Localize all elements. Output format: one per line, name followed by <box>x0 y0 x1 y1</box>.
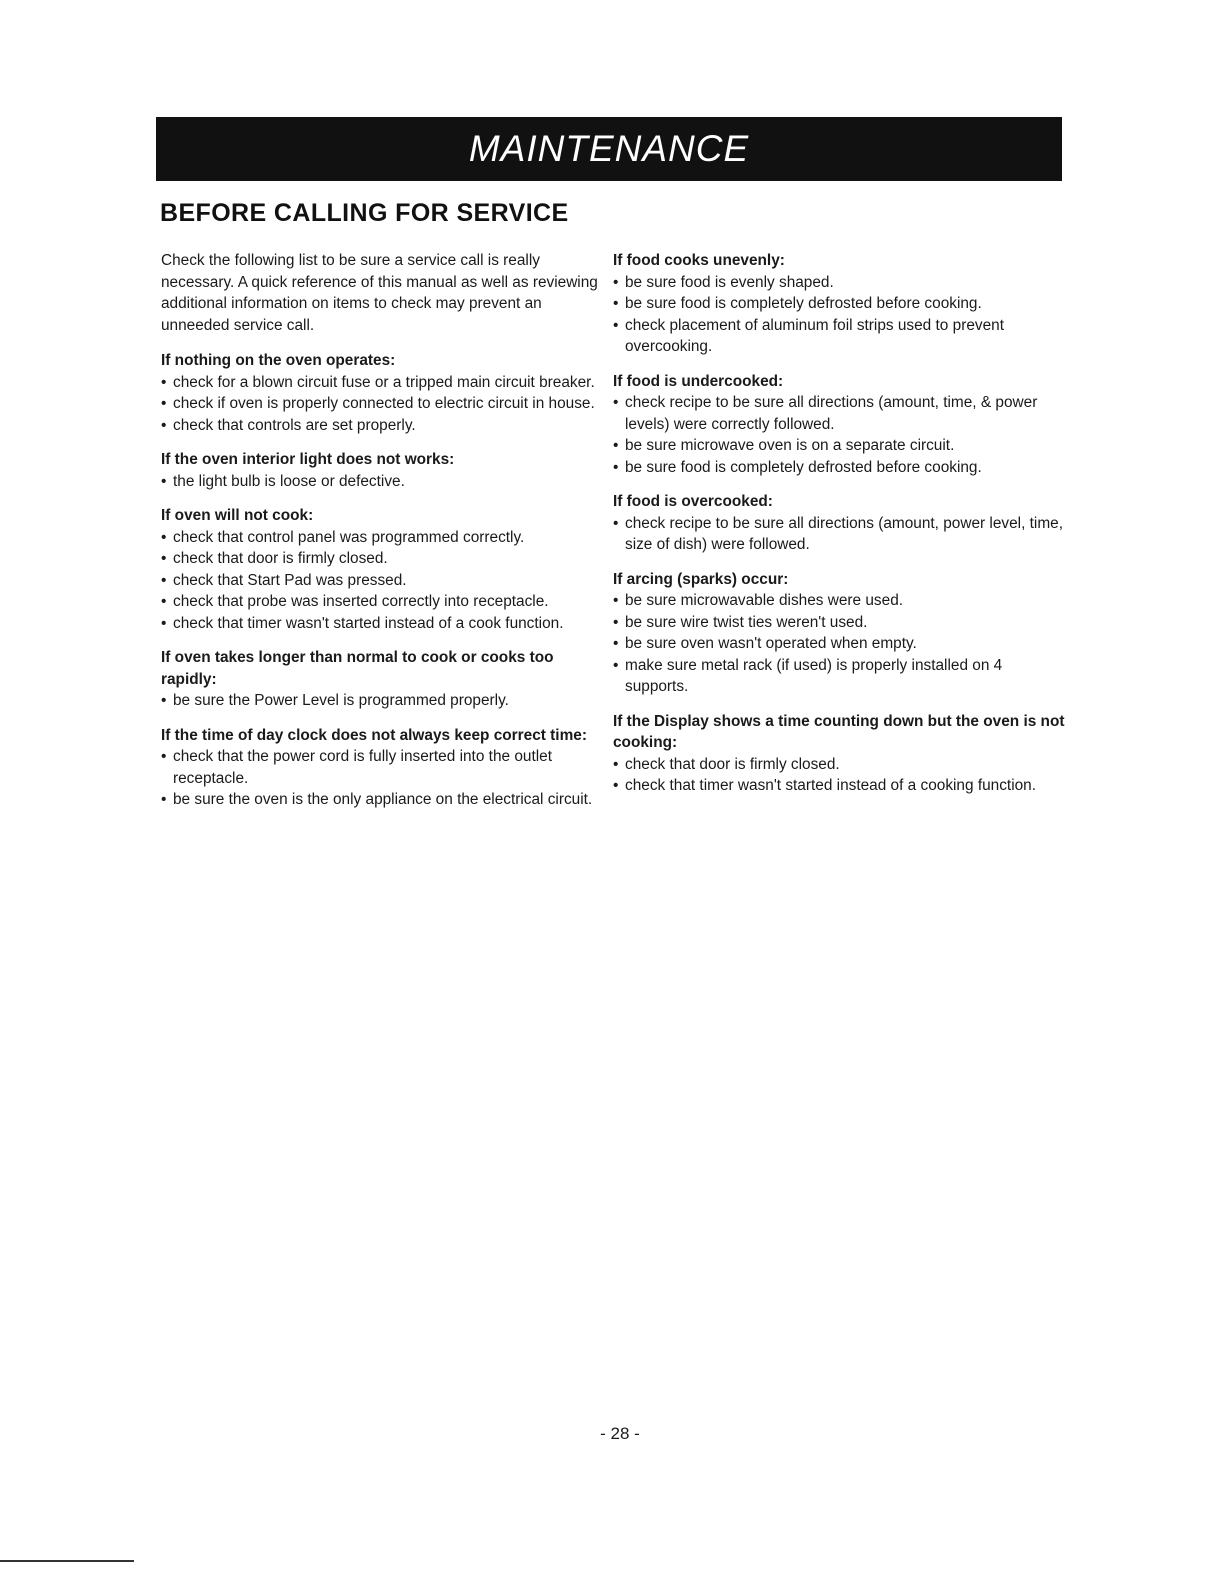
intro-paragraph: Check the following list to be sure a service call is really necessary. A quick reference of this manual as well as reviewing additional information on items to check may prevent an unneeded service call. <box>161 252 598 334</box>
page-number: - 28 - <box>600 1424 640 1443</box>
banner-title: MAINTENANCE <box>468 128 750 169</box>
bullet-item: • be sure microwave oven is on a separate circuit. <box>613 435 1068 457</box>
troubleshooting-group <box>613 711 1068 797</box>
bullet-item: • check that Start Pad was pressed. <box>161 570 601 592</box>
bullet-list <box>613 272 1068 358</box>
bullet-item: • check if oven is properly connected to electric circuit in house. <box>161 393 601 415</box>
bullet-item: • check recipe to be sure all directions (amount, time, & power levels) were correctly followed. <box>613 392 1068 435</box>
group-title: If food is overcooked: <box>613 493 773 510</box>
bullet-item: • check that control panel was programmed correctly. <box>161 527 601 549</box>
group-title: If nothing on the oven operates: <box>161 352 396 369</box>
troubleshooting-group <box>161 449 601 492</box>
bullet-list <box>613 392 1068 478</box>
left-troubleshooting-groups <box>161 350 601 811</box>
troubleshooting-group <box>161 505 601 634</box>
bullet-item: • be sure wire twist ties weren't used. <box>613 612 1068 634</box>
bullet-item: • be sure microwavable dishes were used. <box>613 590 1068 612</box>
group-title: If arcing (sparks) occur: <box>613 570 789 588</box>
troubleshooting-group <box>613 491 1068 556</box>
bullet-item: • check that probe was inserted correctly into receptacle. <box>161 591 601 613</box>
bullet-item: • check recipe to be sure all directions (amount, power level, time, size of dish) were followed. <box>613 513 1068 556</box>
group-title: If the time of day clock does not always keep correct time: <box>161 726 587 744</box>
bullet-item: • check for a blown circuit fuse or a tripped main circuit breaker. <box>161 372 601 394</box>
bullet-list <box>161 746 601 811</box>
bullet-item: • make sure metal rack (if used) is properly installed on 4 supports. <box>613 655 1068 698</box>
bullet-item: • be sure the oven is the only appliance on the electrical circuit. <box>161 789 601 811</box>
bullet-list <box>161 471 601 493</box>
bullet-item: • check that the power cord is fully inserted into the outlet receptacle. <box>161 746 601 789</box>
group-title: If food cooks unevenly: <box>613 252 785 269</box>
right-troubleshooting-groups <box>613 250 1068 797</box>
bullet-item: • check that door is firmly closed. <box>613 754 1068 776</box>
bullet-item: • be sure the Power Level is programmed properly. <box>161 690 601 712</box>
troubleshooting-group <box>613 371 1068 479</box>
group-title: If oven will not cook: <box>161 507 314 524</box>
bullet-list <box>161 372 601 437</box>
maintenance-banner <box>156 117 1062 181</box>
group-title: If the oven interior light does not works: <box>161 451 455 468</box>
troubleshooting-group <box>161 350 601 436</box>
bullet-item: • check that door is firmly closed. <box>161 548 601 570</box>
bullet-item: • check that timer wasn't started instead of a cooking function. <box>613 775 1068 797</box>
bullet-item: • the light bulb is loose or defective. <box>161 471 601 493</box>
group-title: If food is undercooked: <box>613 372 784 390</box>
bullet-item: • be sure food is evenly shaped. <box>613 272 1068 294</box>
bullet-item: • check placement of aluminum foil strips used to prevent overcooking. <box>613 315 1068 358</box>
bullet-item: • be sure food is completely defrosted before cooking. <box>613 293 1068 315</box>
bullet-list <box>613 754 1068 797</box>
bullet-list <box>161 527 601 635</box>
bullet-item: • check that timer wasn't started instead of a cook function. <box>161 613 601 635</box>
bullet-list <box>613 513 1068 556</box>
troubleshooting-group <box>613 569 1068 698</box>
troubleshooting-group <box>613 250 1068 358</box>
section-title: BEFORE CALLING FOR SERVICE <box>160 199 569 227</box>
bullet-list <box>613 590 1068 698</box>
group-title: If oven takes longer than normal to cook or cooks too rapidly: <box>161 649 554 688</box>
group-title: If the Display shows a time counting down but the oven is not cooking: <box>613 712 1065 751</box>
troubleshooting-group <box>161 725 601 811</box>
bullet-item: • be sure food is completely defrosted before cooking. <box>613 457 1068 479</box>
footer-rule <box>0 1560 134 1562</box>
troubleshooting-group <box>161 647 601 712</box>
left-column <box>161 250 601 824</box>
bullet-item: • be sure oven wasn't operated when empty. <box>613 633 1068 655</box>
right-column <box>613 250 1068 810</box>
bullet-list <box>161 690 601 712</box>
bullet-item: • check that controls are set properly. <box>161 415 601 437</box>
